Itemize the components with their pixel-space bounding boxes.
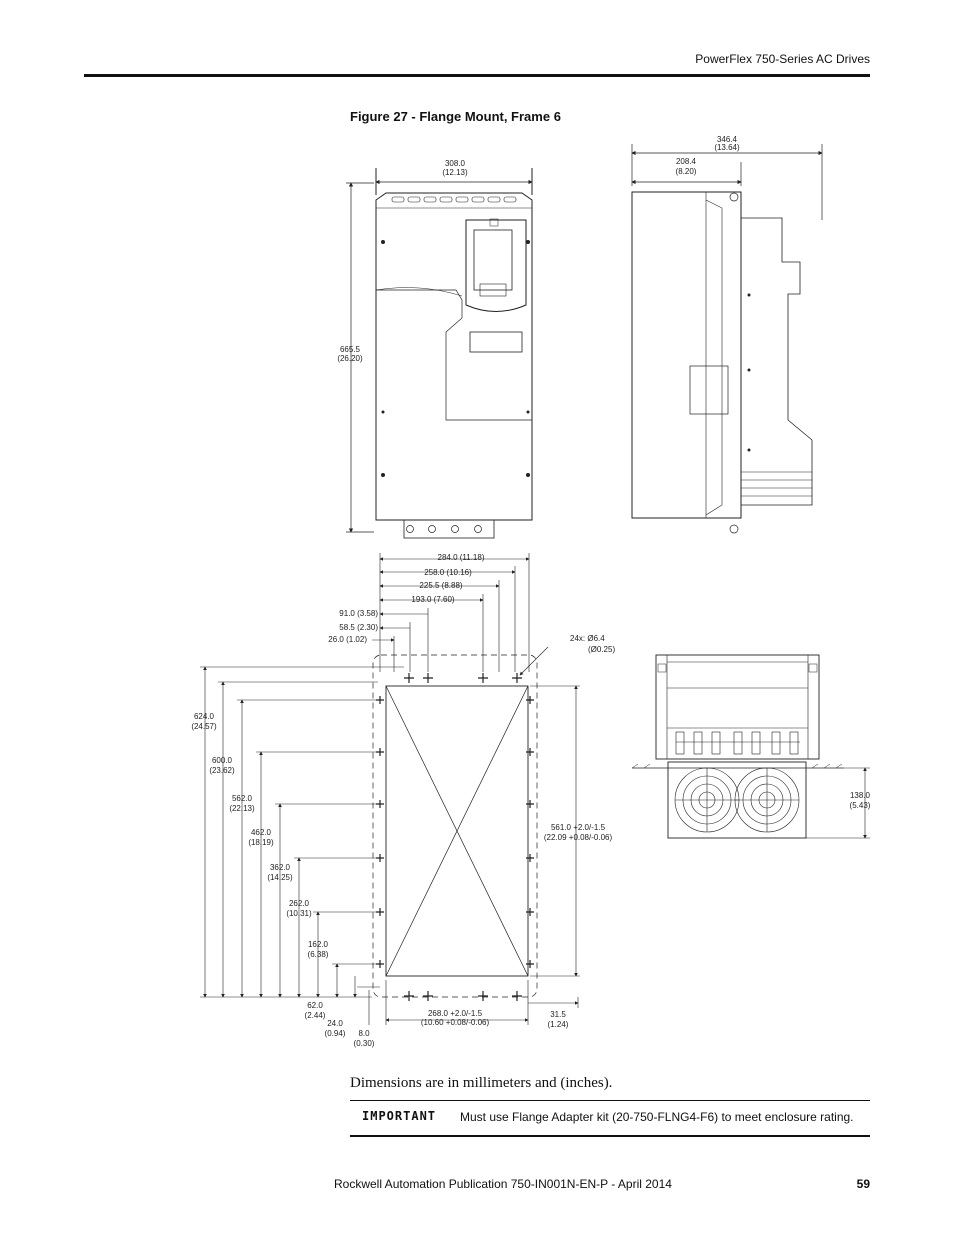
left-dim-162-in: (6.38) <box>307 950 329 959</box>
cutout-dim-258: 258.0 (10.16) <box>424 568 472 577</box>
cutout-dim-193: 193.0 (7.60) <box>411 595 455 604</box>
left-dim-462-mm: 462.0 <box>250 828 272 837</box>
hole-spec-in: (Ø0.25) <box>588 645 616 654</box>
right-offset-in: (1.24) <box>547 1020 569 1029</box>
left-dim-462-in: (18.19) <box>248 838 274 847</box>
front-height-mm: 665.5 <box>339 345 361 354</box>
left-dim-262-mm: 262.0 <box>288 899 310 908</box>
protrusion-mm: 138.0 <box>849 791 871 800</box>
page-number: 59 <box>856 1177 870 1191</box>
figure-title: Figure 27 - Flange Mount, Frame 6 <box>350 109 561 124</box>
footer-publication: Rockwell Automation Publication 750-IN001N-EN-P - April 2014 <box>334 1177 672 1191</box>
left-dim-262-in: (10.31) <box>286 909 312 918</box>
left-dim-8-mm: 8.0 <box>358 1029 370 1038</box>
front-view <box>346 168 532 538</box>
left-dim-62-mm: 62.0 <box>307 1001 323 1010</box>
important-rule-top <box>350 1100 870 1101</box>
left-dim-600-in: (23.62) <box>209 766 235 775</box>
dimension-labels <box>191 135 870 1048</box>
cutout-dim-225: 225.5 (8.88) <box>419 581 463 590</box>
left-dim-624-mm: 624.0 <box>193 712 215 721</box>
left-dim-24-mm: 24.0 <box>327 1019 343 1028</box>
protrusion-in: (5.43) <box>849 801 871 810</box>
left-dim-62-in: (2.44) <box>304 1011 326 1020</box>
left-dim-24-in: (0.94) <box>324 1029 346 1038</box>
right-offset-mm: 31.5 <box>550 1010 566 1019</box>
units-note: Dimensions are in millimeters and (inches). <box>350 1075 613 1091</box>
cutout-dim-58: 58.5 (2.30) <box>339 623 378 632</box>
left-dim-362-mm: 362.0 <box>269 863 291 872</box>
front-width-in: (12.13) <box>442 168 468 177</box>
side-depth-mm: 208.4 <box>675 157 697 166</box>
important-rule-bottom <box>350 1135 870 1137</box>
left-dim-600-mm: 600.0 <box>211 756 233 765</box>
side-overall-mm: 346.4 <box>716 135 738 144</box>
side-overall-in: (13.64) <box>714 143 740 152</box>
side-depth-in: (8.20) <box>675 167 697 176</box>
running-header: PowerFlex 750-Series AC Drives <box>695 52 870 66</box>
front-width-mm: 308.0 <box>444 159 466 168</box>
left-dim-362-in: (14.25) <box>267 873 293 882</box>
left-dim-624-in: (24.57) <box>191 722 217 731</box>
left-dim-562-mm: 562.0 <box>231 794 253 803</box>
side-view <box>632 144 822 533</box>
important-text: Must use Flange Adapter kit (20-750-FLNG4-F6) to meet enclosure rating. <box>460 1110 854 1124</box>
left-dim-162-mm: 162.0 <box>307 940 329 949</box>
cutout-dim-91: 91.0 (3.58) <box>339 609 378 618</box>
left-dim-8-in: (0.30) <box>353 1039 375 1048</box>
bottom-width-in: (10.60 +0.08/-0.06) <box>420 1018 490 1027</box>
cutout-template <box>200 553 580 1025</box>
bottom-width-mm: 268.0 +2.0/-1.5 <box>427 1009 483 1018</box>
hole-spec-mm: 24x: Ø6.4 <box>570 634 605 643</box>
right-height-in: (22.09 +0.08/-0.06) <box>543 833 613 842</box>
cutout-dim-26: 26.0 (1.02) <box>328 635 367 644</box>
important-label: IMPORTANT <box>362 1109 437 1123</box>
bottom-view <box>632 655 870 838</box>
cutout-dim-284: 284.0 (11.18) <box>437 553 485 562</box>
left-dim-562-in: (22.13) <box>229 804 255 813</box>
right-height-mm: 561.0 +2.0/-1.5 <box>550 823 606 832</box>
front-height-in: (26.20) <box>337 354 363 363</box>
